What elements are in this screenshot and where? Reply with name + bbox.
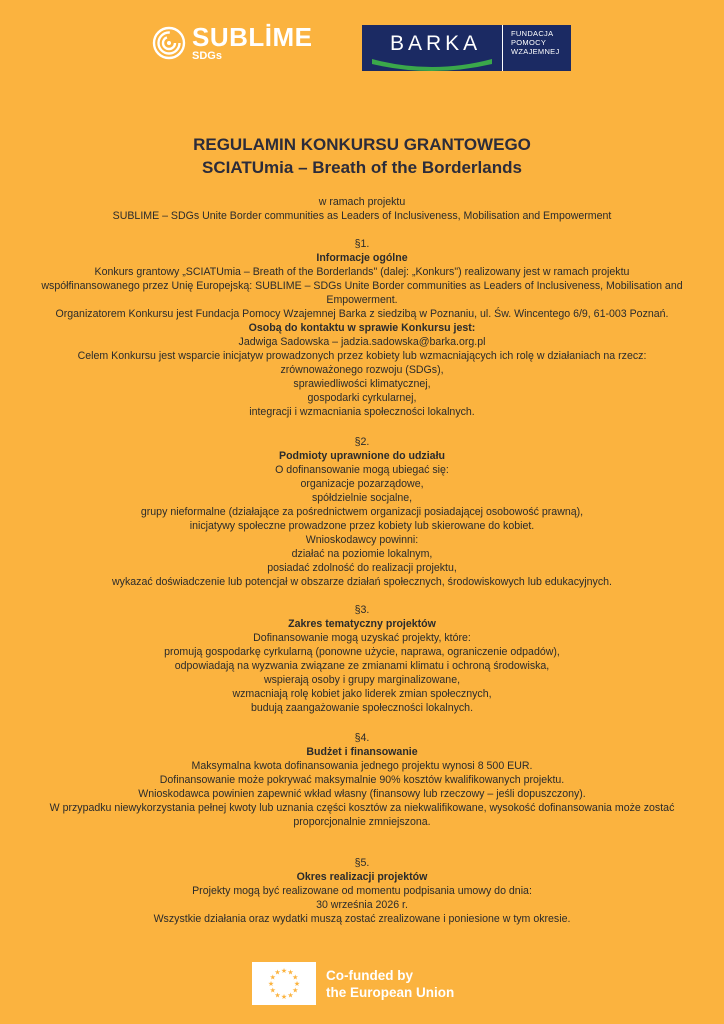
eu-star-icon: ★ bbox=[269, 974, 276, 982]
barka-side-line-1: FUNDACJA bbox=[511, 29, 554, 38]
goal-line: integracji i wzmacniania społeczności lokalnych. bbox=[249, 406, 475, 418]
section3-number: §3. bbox=[354, 604, 370, 616]
section2-number: §2. bbox=[354, 436, 370, 448]
goal-line: sprawiedliwości klimatycznej, bbox=[293, 378, 431, 390]
section1-line: Konkurs grantowy „SCIATUmia – Breath of the Borderlands" (dalej: „Konkurs") realizowany jest w ramach projektu bbox=[94, 266, 630, 278]
barka-side-line-2: POMOCY bbox=[511, 38, 547, 47]
section2-line: Wnioskodawcy powinni: bbox=[305, 534, 419, 546]
contact-heading: Osobą do kontaktu w sprawie Konkursu jest: bbox=[248, 322, 476, 334]
section2-line: wykazać doświadczenie lub potencjał w obszarze działań społecznych, środowiskowych lub edukacyjnych. bbox=[112, 576, 612, 588]
barka-swoosh-icon bbox=[362, 25, 502, 71]
eu-star-icon: ★ bbox=[292, 987, 299, 995]
eu-star-icon: ★ bbox=[293, 981, 301, 988]
section4-line: W przypadku niewykorzystania pełnej kwoty lub uznania części kosztów za niekwalifikowane, wysokość dofinansowania może zostać bbox=[49, 802, 675, 814]
section2-line: inicjatywy społeczne prowadzone przez kobiety lub skierowane do kobiet. bbox=[189, 520, 535, 532]
sublime-logo-subtext: SDGs bbox=[192, 50, 222, 62]
section3-line: wspierają osoby i grupy marginalizowane, bbox=[263, 674, 461, 686]
eu-star-icon: ★ bbox=[274, 992, 281, 1000]
eu-star-icon: ★ bbox=[287, 992, 294, 1000]
barka-logo bbox=[362, 25, 571, 71]
eu-star-icon: ★ bbox=[280, 994, 288, 1001]
eu-star-icon: ★ bbox=[292, 974, 299, 982]
section1-line: Organizatorem Konkursu jest Fundacja Pomocy Wzajemnej Barka z siedzibą w Poznaniu, ul. Św. Wincentego 6/9, 61-003 Poznań. bbox=[55, 308, 669, 320]
section4-line: Dofinansowanie może pokrywać maksymalnie 90% kosztów kwalifikowanych projektu. bbox=[159, 774, 565, 786]
eu-star-icon: ★ bbox=[287, 969, 294, 977]
section1-line: współfinansowanego przez Unię Europejską: SUBLIME – SDGs Unite Border communities as Leaders of Inclusiveness, Mobilisation and bbox=[41, 280, 683, 292]
sublime-logo-text: SUBLİME bbox=[192, 22, 313, 52]
eu-cofunded-logo bbox=[252, 962, 454, 1005]
eu-star-icon: ★ bbox=[269, 987, 276, 995]
sublime-logo bbox=[152, 24, 313, 62]
section3-line: promują gospodarkę cyrkularną (ponowne użycie, naprawa, ograniczenie odpadów), bbox=[164, 646, 560, 658]
section3-line: Dofinansowanie mogą uzyskać projekty, które: bbox=[253, 632, 471, 644]
section2-line: spółdzielnie socjalne, bbox=[311, 492, 413, 504]
eu-line-1: Co-funded by bbox=[326, 967, 413, 983]
section5-number: §5. bbox=[354, 857, 370, 869]
section2-line: O dofinansowanie mogą ubiegać się: bbox=[275, 464, 449, 476]
section4-heading: Budżet i finansowanie bbox=[306, 746, 418, 758]
section3-line: odpowiadają na wyzwania związane ze zmianami klimatu i ochroną środowiska, bbox=[174, 660, 550, 672]
intro-line-2: SUBLIME – SDGs Unite Border communities as Leaders of Inclusiveness, Mobilisation and Empowerment bbox=[112, 210, 612, 222]
barka-side-line-3: WZAJEMNEJ bbox=[511, 47, 560, 56]
section5-line: Projekty mogą być realizowane od momentu podpisania umowy do dnia: bbox=[192, 885, 532, 897]
section2-line: posiadać zdolność do realizacji projektu, bbox=[267, 562, 457, 574]
section3-line: budują zaangażowanie społeczności lokalnych. bbox=[250, 702, 474, 714]
eu-star-icon: ★ bbox=[280, 968, 288, 975]
section1-number: §1. bbox=[354, 238, 370, 250]
section4-line: Maksymalna kwota dofinansowania jednego projektu wynosi 8 500 EUR. bbox=[191, 760, 533, 772]
eu-star-icon: ★ bbox=[274, 969, 281, 977]
section4-line: proporcjonalnie zmniejszona. bbox=[293, 816, 431, 828]
section1-heading: Informacje ogólne bbox=[316, 252, 408, 264]
section2-line: grupy nieformalne (działające za pośrednictwem organizacji posiadającej osobowość prawną), bbox=[140, 506, 584, 518]
section5-line: 30 września 2026 r. bbox=[316, 899, 408, 911]
section2-heading: Podmioty uprawnione do udziału bbox=[279, 450, 445, 462]
contact-line: Jadwiga Sadowska – jadzia.sadowska@barka.org.pl bbox=[238, 336, 486, 348]
section2-line: działać na poziomie lokalnym, bbox=[291, 548, 433, 560]
document-title: REGULAMIN KONKURSU GRANTOWEGO bbox=[193, 135, 531, 154]
logo-bar bbox=[0, 0, 724, 90]
section5-line: Wszystkie działania oraz wydatki muszą zostać zrealizowane i poniesione w tym okresie. bbox=[153, 913, 571, 925]
intro-line-1: w ramach projektu bbox=[318, 196, 406, 208]
barka-logo-text: BARKA bbox=[390, 32, 482, 55]
section3-line: wzmacniają rolę kobiet jako liderek zmian społecznych, bbox=[232, 688, 492, 700]
section4-line: Wnioskodawca powinien zapewnić wkład własny (finansowy lub rzeczowy – jeśli dopuszczony). bbox=[138, 788, 586, 800]
eu-line-2: the European Union bbox=[326, 984, 455, 1000]
sublime-spiral-icon bbox=[152, 26, 186, 60]
section2-line: organizacje pozarządowe, bbox=[300, 478, 424, 490]
section3-heading: Zakres tematyczny projektów bbox=[288, 618, 436, 630]
goal-line: zrównoważonego rozwoju (SDGs), bbox=[280, 364, 444, 376]
document-subtitle: SCIATUmia – Breath of the Borderlands bbox=[202, 158, 522, 177]
goal-line: Celem Konkursu jest wsparcie inicjatyw prowadzonych przez kobiety lub wzmacniających ich rolę w działaniach na rzecz: bbox=[77, 350, 647, 362]
section4-number: §4. bbox=[354, 732, 370, 744]
eu-flag-icon bbox=[252, 962, 316, 1005]
eu-stars bbox=[252, 962, 316, 1005]
goal-line: gospodarki cyrkularnej, bbox=[307, 392, 417, 404]
eu-star-icon: ★ bbox=[267, 981, 275, 988]
section1-line: Empowerment. bbox=[326, 294, 398, 306]
section5-heading: Okres realizacji projektów bbox=[296, 871, 428, 883]
